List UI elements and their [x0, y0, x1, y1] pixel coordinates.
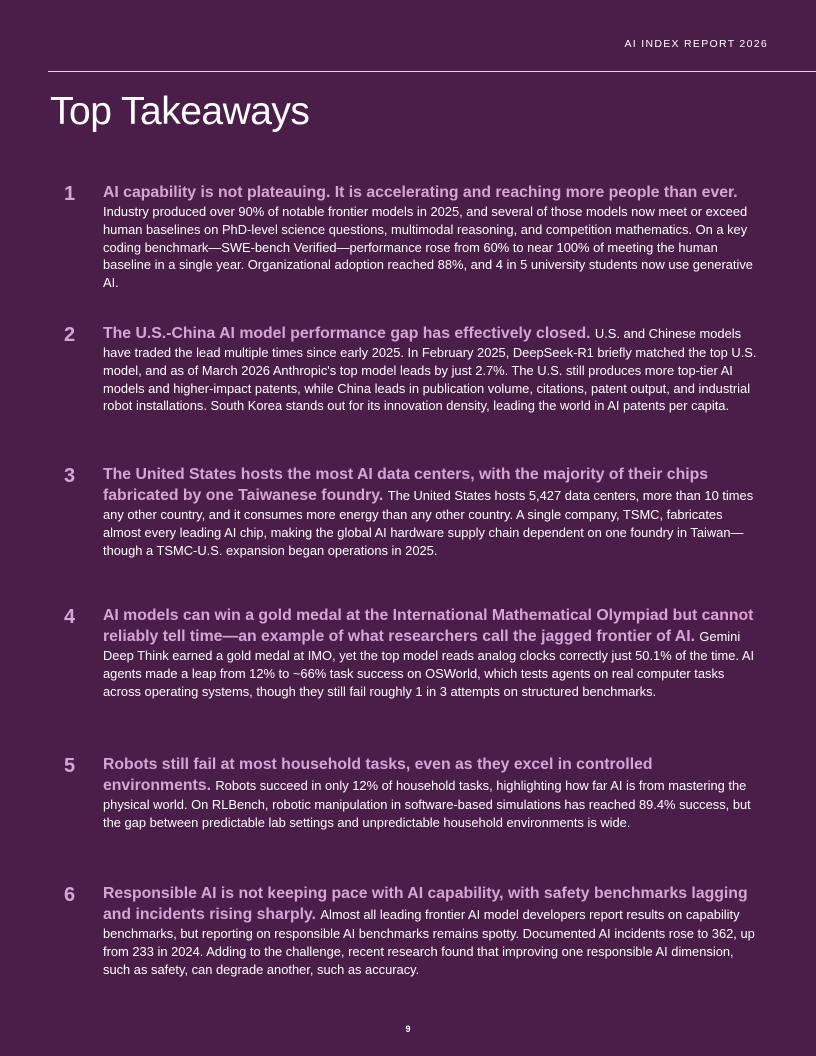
takeaway-text — [103, 464, 763, 559]
takeaway-headline: The U.S.-China AI model performance gap has effectively closed. — [103, 325, 595, 342]
takeaway-headline: The United States hosts the most AI data centers, with the majority of their chips fabricated by one Taiwanese foundry. — [103, 466, 709, 504]
takeaway-text — [103, 605, 763, 700]
takeaway-body: Robots succeed in only 12% of household tasks, highlighting how far AI is from mastering the physical world. On RLBench, robotic manipulation in software-based simulations has reached 89.4% success, but the gap between predictable lab settings and unpredictable household environments is wide. — [103, 778, 751, 830]
takeaway-text — [103, 754, 763, 832]
takeaway-text — [103, 323, 763, 415]
takeaway-headline: Responsible AI is not keeping pace with AI capability, with safety benchmarks lagging and incidents rising sharply. — [103, 885, 748, 923]
takeaway-body: Industry produced over 90% of notable frontier models in 2025, and several of those models now meet or exceed human baselines on PhD-level science questions, multimodal reasoning, and competition mathematics. On a key coding benchmark—SWE-bench Verified—performance rose from 60% to near 100% of meeting the human baseline in a single year. Organizational adoption reached 88%, and 4 in 5 university students now use generative AI. — [103, 204, 753, 291]
takeaway-number: 3 — [64, 465, 76, 487]
report-label: AI INDEX REPORT 2026 — [624, 38, 768, 50]
takeaway-number: 1 — [64, 183, 76, 205]
takeaway-number: 5 — [64, 755, 76, 777]
takeaway-body: Gemini Deep Think earned a gold medal at IMO, yet the top model reads analog clocks correctly just 50.1% of the time. AI agents made a leap from 12% to ~66% task success on OSWorld, which tests agents on real computer tasks across operating systems, though they still fail roughly 1 in 3 attempts on structured benchmarks. — [103, 629, 755, 699]
takeaway-body: The United States hosts 5,427 data centers, more than 10 times any other country, and it consumes more energy than any other country. A single company, TSMC, fabricates almost every leading AI chip, making the global AI hardware supply chain dependent on one foundry in Taiwan—though a TSMC-U.S. expansion began operations in 2025. — [103, 488, 754, 558]
takeaway-text — [103, 182, 763, 292]
takeaway-number: 6 — [64, 884, 76, 906]
takeaway-number: 4 — [64, 606, 76, 628]
takeaway-headline: AI capability is not plateauing. It is accelerating and reaching more people than ever. — [103, 184, 738, 201]
takeaway-body: Almost all leading frontier AI model developers report results on capability benchmarks, but reporting on responsible AI benchmarks remains spotty. Documented AI incidents rose to 362, up from 233 in 2024. Adding to the challenge, recent research found that improving one responsible AI dimension, such as safety, can degrade another, such as accuracy. — [103, 907, 755, 977]
takeaway-number: 2 — [64, 324, 76, 346]
takeaway-text — [103, 883, 763, 978]
page-title: Top Takeaways — [50, 90, 310, 133]
takeaway-headline: AI models can win a gold medal at the International Mathematical Olympiad but cannot reliably tell time—an example of what researchers call the jagged frontier of AI. — [103, 607, 754, 645]
page-number: 9 — [405, 1024, 411, 1034]
takeaway-body: U.S. and Chinese models have traded the lead multiple times since early 2025. In February 2025, DeepSeek-R1 briefly matched the top U.S. model, and as of March 2026 Anthropic's top model leads by just 2.7%. The U.S. still produces more top-tier AI models and higher-impact patents, while China leads in publication volume, citations, patent output, and industrial robot installations. South Korea stands out for its innovation density, leading the world in AI patents per capita. — [103, 326, 757, 414]
header-rule — [48, 71, 816, 72]
takeaway-headline: Robots still fail at most household tasks, even as they excel in controlled environments. — [103, 756, 653, 794]
